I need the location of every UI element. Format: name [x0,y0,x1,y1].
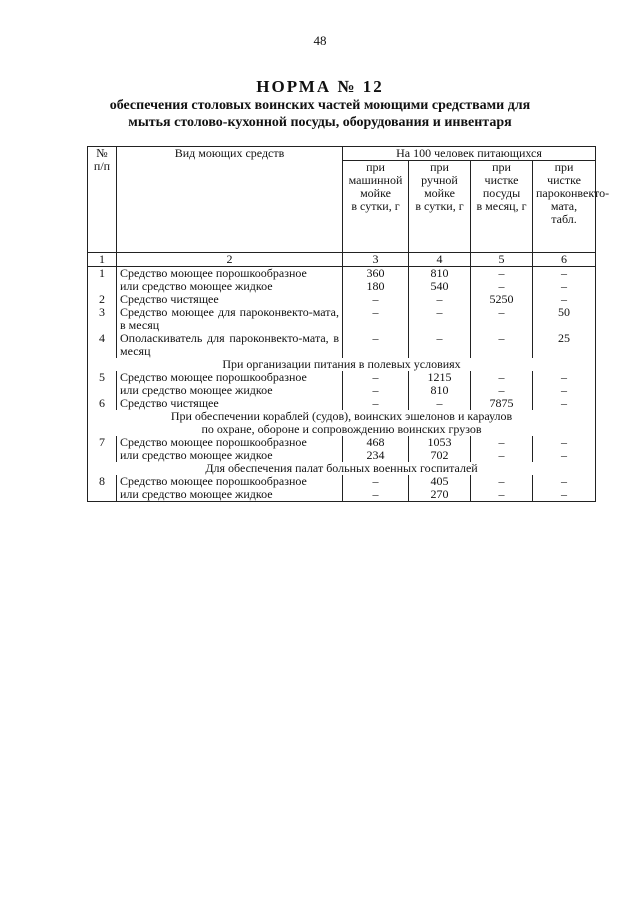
norm-value: – [471,475,533,488]
detergent-name: или средство моющее жидкое [117,488,343,502]
norm-value: 180 [343,280,409,293]
norm-value: – [471,280,533,293]
detergent-name: Средство моющее порошкообразное [117,475,343,488]
norm-value: – [471,436,533,449]
detergent-name: или средство моющее жидкое [117,384,343,397]
section-heading-field: При организации питания в полевых условиях [88,358,596,371]
row-number: 7 [88,436,117,449]
norm-value: – [471,384,533,397]
index-cell: 1 [88,253,117,267]
norm-table [87,146,610,502]
norm-value: 360 [343,267,409,281]
row-number: 4 [88,332,117,358]
header-num: № п/п [88,147,117,253]
norm-value: 702 [409,449,471,462]
detergent-name: Средство моющее порошкообразное [117,371,343,384]
norm-value: 270 [409,488,471,502]
norm-value: – [471,332,533,358]
index-cell: 4 [409,253,471,267]
section-heading-ships-line-2: по охране, обороне и сопровождению воинских грузов [201,422,482,436]
page-number: 48 [313,33,327,48]
header-col-6: при чистке пароконвекто- мата, табл. [533,161,596,253]
norm-value: – [533,293,596,306]
detergent-name: Средство чистящее [117,293,343,306]
norm-value: – [471,449,533,462]
row-number: 8 [88,475,117,488]
norm-value: – [533,267,596,281]
norm-value: 810 [409,384,471,397]
header-group: На 100 человек питающихся [343,147,596,161]
norm-value: – [533,397,596,410]
norm-value: – [343,475,409,488]
norm-value: – [471,488,533,502]
norm-value: – [409,332,471,358]
norm-value: – [533,488,596,502]
norm-value: 405 [409,475,471,488]
norm-value: – [343,384,409,397]
section-heading-ships-line-1: При обеспечении кораблей (судов), воинских эшелонов и караулов [170,409,513,423]
norm-value: – [533,384,596,397]
detergent-name: Средство моющее для пароконвекто-мата, в месяц [117,306,343,332]
norm-value: – [533,475,596,488]
norm-value: 1053 [409,436,471,449]
detergent-name: или средство моющее жидкое [117,449,343,462]
header-col-4: при ручной мойке в сутки, г [409,161,471,253]
row-number [88,449,117,462]
norm-value: – [533,449,596,462]
table-row [88,332,596,358]
norm-value: 50 [533,306,596,332]
rows-hospitals [88,475,596,502]
header-col-5: при чистке посуды в месяц, г [471,161,533,253]
document-title: НОРМА № 12 [256,77,384,96]
rows-ships [88,436,596,462]
norm-value: 25 [533,332,596,358]
subtitle-line-1: обеспечения столовых воинских частей моющими средствами для [109,98,531,113]
subtitle-line-2: мытья столово-кухонной посуды, оборудования и инвентаря [128,115,512,130]
norm-value: – [409,397,471,410]
norm-value: 1215 [409,371,471,384]
section-heading-ships [88,410,596,436]
detergent-name: Средство чистящее [117,397,343,410]
row-number [88,488,117,502]
document-subtitle [0,97,640,131]
norm-value: – [533,436,596,449]
index-cell: 3 [343,253,409,267]
norm-value: 468 [343,436,409,449]
norm-value: – [471,306,533,332]
norm-value: – [409,293,471,306]
detergent-name: Средство моющее порошкообразное [117,436,343,449]
table-row [88,306,596,332]
row-number: 3 [88,306,117,332]
detergent-name: Ополаскиватель для пароконвекто-мата, в месяц [117,332,343,358]
index-cell: 2 [117,253,343,267]
norm-value: – [343,293,409,306]
rows-field [88,371,596,410]
table-row [88,488,596,502]
norm-value: – [533,371,596,384]
norm-value: – [343,306,409,332]
section-heading-hospitals: Для обеспечения палат больных военных госпиталей [88,462,596,475]
index-cell: 6 [533,253,596,267]
norm-value: 810 [409,267,471,281]
norm-value: 5250 [471,293,533,306]
norm-value: – [343,371,409,384]
index-cell: 5 [471,253,533,267]
norm-value: 7875 [471,397,533,410]
row-number: 1 [88,267,117,281]
norm-value: – [409,306,471,332]
header-col-3: при машинной мойке в сутки, г [343,161,409,253]
row-number: 2 [88,293,117,306]
row-number: 6 [88,397,117,410]
detergent-name: Средство моющее порошкообразное [117,267,343,281]
row-number: 5 [88,371,117,384]
rows-main [88,267,596,359]
norm-value: – [343,332,409,358]
norm-value: – [343,397,409,410]
norm-value: 540 [409,280,471,293]
norm-value: – [471,267,533,281]
norm-value: – [533,280,596,293]
norm-value: – [343,488,409,502]
detergent-name: или средство моющее жидкое [117,280,343,293]
table-row [88,267,596,281]
norm-value: – [471,371,533,384]
header-name: Вид моющих средств [117,147,343,253]
norm-value: 234 [343,449,409,462]
